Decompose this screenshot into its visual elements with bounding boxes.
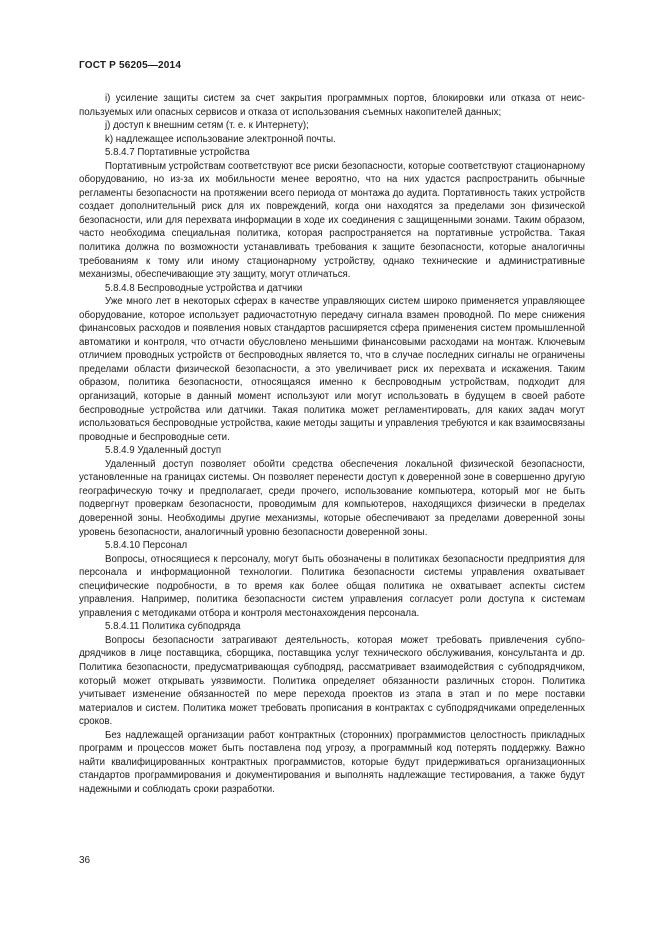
section-heading-subcontracting: 5.8.4.11 Политика субподряда bbox=[105, 621, 241, 633]
page-number: 36 bbox=[79, 855, 91, 866]
section-heading-remote-access: 5.8.4.9 Удаленный доступ bbox=[105, 445, 222, 457]
list-item-j: j) доступ к внешним сетям (т. е. к Интернету); bbox=[105, 120, 309, 132]
paragraph-portable-devices: Портативным устройствам соответствуют все риски безопасности, которые соответствуют стационарному оборудованию, но из-за их мобильности менее вероятно, что на них удастся распространить обычные регламенты безопасности на протяжении всего периода от монтажа до аудита. Портативность таких устройств создает дополнительный риск для их повреждений, когда они находятся за пределами зон физической безопасности, или для перехвата информации в ходе их соединения с защищенными зонами. Таким образом, часто необходима специальная политика, которая распространяется на портативные устройства. Такая политика должна по возможности устанавливать требования к защите безопасности, которые аналогичны требованиям к тому или иному стационарному устройству, однако технические и административные механизмы, обеспечивающие эту защиту, могут отличаться. bbox=[79, 160, 585, 281]
paragraph-personnel: Вопросы, относящиеся к персоналу, могут быть обозначены в политиках безопасности предприятия для персонала и информационной технологии. Политика безопасности системы управления охватывает специфические подробности, в то время как более общая политика не охватывает аспекты систем управления. Например, политика безопасности систем управления согласует роли доступа к системам управления с методиками отбора и контроля местонахождения персонала. bbox=[79, 553, 585, 619]
paragraph-wireless-devices: Уже много лет в некоторых сферах в качестве управляющих систем широко применяется управляющее оборудование, которое использует радиочастотную передачу сигнала взамен проводной. По мере снижения финансовых расходов и появления новых стандартов расширяется сфера применения систем промышленной автоматики и контроля, что отчасти обусловлено меньшими финансовыми расходами на монтаж. Ключевым отличием проводных устройств от беспроводных является то, что в случае последних сигналы не ограничены пределами области физической безопасности, а это увеличивает риск их перехвата и искажения. Таким образом, политика безопасности, относящаяся именно к беспроводным устройствам, подходит для организаций, которые в данный момент используют или могут использовать в будущем в своей работе беспроводные устройства или датчики. Такая политика может регламентировать, для каких задач могут использоваться беспроводные устройства, какие методы защиты и управления требуются и как взаимосвязаны проводные и беспроводные сети. bbox=[79, 296, 585, 443]
paragraph-subcontracting: Вопросы безопасности затрагивают деятельность, которая может требовать привлечения субподрядчиков в лице поставщика, сборщика, поставщика услуг технического обслуживания, консультанта и др. Политика безопасности, предусматривающая субподряд, рассматривает взаимодействия с субподрядчиком, который может открывать уязвимости. Политика определяет обязанности различных сторон. Политика учитывает изменение обязанностей по мере перехода проектов из этапа в этап и по мере поставки материалов и систем. Политика может требовать прописания в контрактах с субподрядчиками определенных сроков. bbox=[79, 634, 585, 728]
section-heading-wireless-devices: 5.8.4.8 Беспроводные устройства и датчики bbox=[105, 282, 303, 294]
document-body bbox=[79, 92, 585, 796]
paragraph-remote-access: Удаленный доступ позволяет обойти средства обеспечения локальной физической безопасности, установленные на границах системы. Он позволяет перенести доступ к доверенной зоне в совершенно другую географическую точку и предполагает, среди прочего, использование компьютера, который мог не быть подвергнут проверкам безопасности, проводимым для компьютеров, находящихся физически в пределах доверенной зоны. Необходимы другие механизмы, которые обеспечивают за пределами доверенной зоны уровень безопасности, аналогичный уровню безопасности доверенной зоны. bbox=[79, 458, 585, 538]
section-heading-portable-devices: 5.8.4.7 Портативные устройства bbox=[105, 147, 250, 159]
document-header: ГОСТ Р 56205—2014 bbox=[79, 60, 182, 71]
paragraph-contract-programmers: Без надлежащей организации работ контрактных (сторонних) программистов целостность прикладных программ и процессов может быть поставлена под угрозу, а программный код потерять поддержку. Важно найти квалифицированных контрактных программистов, которые будут придерживаться организационных стандартов программирования и документирования и выполнять надлежащие тестирования, а также будут надежными и соблюдать сроки разработки. bbox=[79, 729, 585, 795]
section-heading-personnel: 5.8.4.10 Персонал bbox=[105, 540, 188, 552]
list-item-i: i) усиление защиты систем за счет закрытия программных портов, блокировки или отказа от неиспользуемых или опасных сервисов и отказа от использования съемных накопителей данных; bbox=[79, 93, 585, 118]
list-item-k: k) надлежащее использование электронной почты. bbox=[105, 133, 336, 145]
